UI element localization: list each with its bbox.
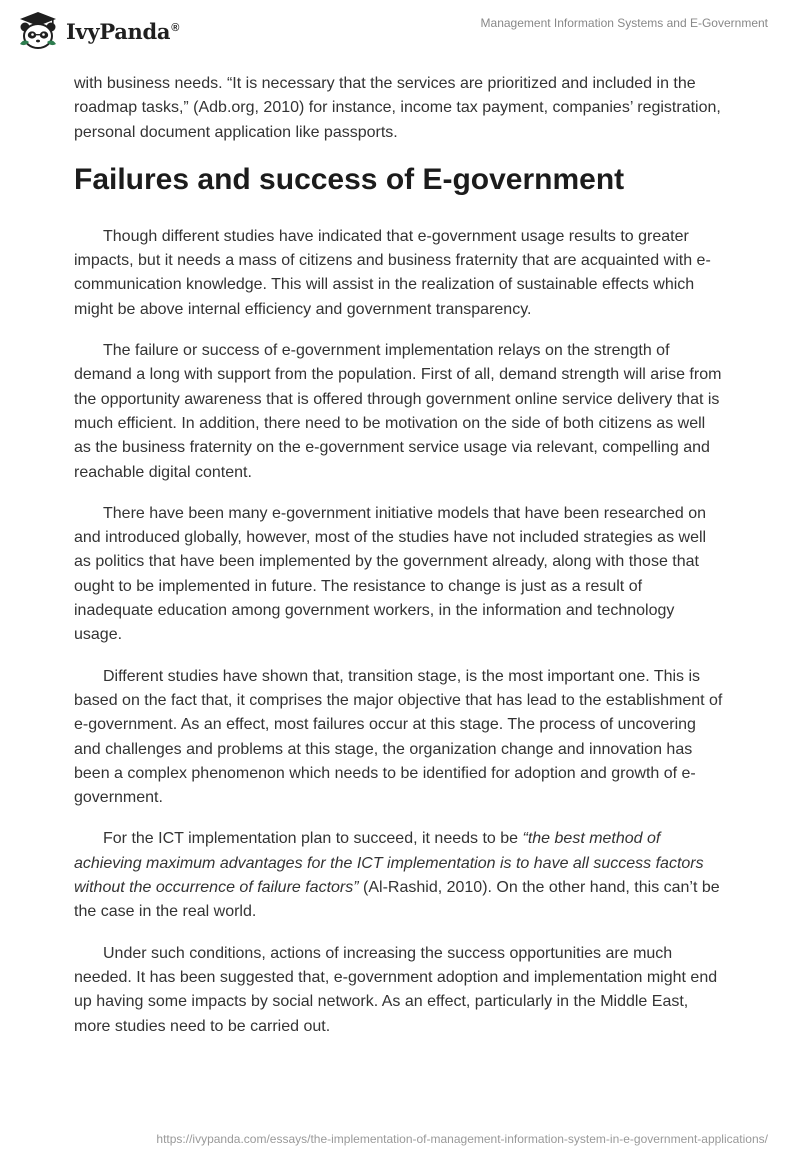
registered-mark: ®	[171, 21, 180, 34]
paragraph-ict	[74, 827, 724, 924]
section-heading: Failures and success of E-government	[74, 162, 625, 196]
paragraph-4: Different studies have shown that, transition stage, is the most important one. This is based on the fact that, it comprises the major objective that has lead to the establishment of e-government. As an effect, most failures occur at this stage. The process of uncovering and challenges and problems at this stage, the organization change and innovation has been a complex phenomenon which needs to be identified for adoption and growth of e-government.	[74, 667, 723, 807]
ivypanda-logo[interactable]	[16, 10, 179, 52]
logo-text: IvyPanda®	[66, 18, 180, 44]
ict-quote: “the best method of achieving maximum advantages for the ICT implementation is to have all success factors without the occurrence of failure factors”	[74, 830, 704, 897]
document-title: Management Information Systems and E-Government	[480, 16, 768, 30]
ict-text-after: (Al-Rashid, 2010). On the other hand, this can’t be the case in the real world.	[74, 879, 720, 921]
source-url[interactable]: https://ivypanda.com/essays/the-implementation-of-management-information-system-in-e-government-applications/	[156, 1132, 768, 1146]
paragraph-final: Under such conditions, actions of increasing the success opportunities are much needed. It has been suggested that, e-government adoption and implementation might end up having some impacts by social network. As an effect, particularly in the Middle East, more studies need to be carried out.	[74, 944, 718, 1035]
panda-graduate-icon	[16, 10, 60, 52]
essay-content	[74, 72, 724, 1056]
intro-paragraph: with business needs. “It is necessary that the services are prioritized and included in the roadmap tasks,” (Adb.org, 2010) for instance, income tax payment, companies’ registration, personal document application like passports.	[74, 75, 721, 141]
paragraph-1: Though different studies have indicated that e-government usage results to greater impacts, but it needs a mass of citizens and business fraternity that are acquainted with e-communication knowledge. This will assist in the realization of sustainable effects which might be above internal efficiency and government transparency.	[74, 227, 711, 318]
paragraph-3: There have been many e-government initiative models that have been researched on and introduced globally, however, most of the studies have not included strategies as well as politics that have been implemented by the government already, along with those that ought to be implemented in future. The resistance to change is just as a result of inadequate education among government workers, in the information and technology usage.	[74, 504, 707, 644]
ict-text-before: For the ICT implementation plan to succeed, it needs to be	[103, 830, 523, 848]
page-header	[0, 0, 800, 60]
paragraph-2: The failure or success of e-government implementation relays on the strength of demand a long with support from the population. First of all, demand strength will arise from the opportunity awareness that is offered through government online service delivery that is much efficient. In addition, there need to be motivation on the side of both citizens as well as the business fraternity on the e-government service usage via relevant, compelling and reachable digital content.	[74, 342, 722, 481]
